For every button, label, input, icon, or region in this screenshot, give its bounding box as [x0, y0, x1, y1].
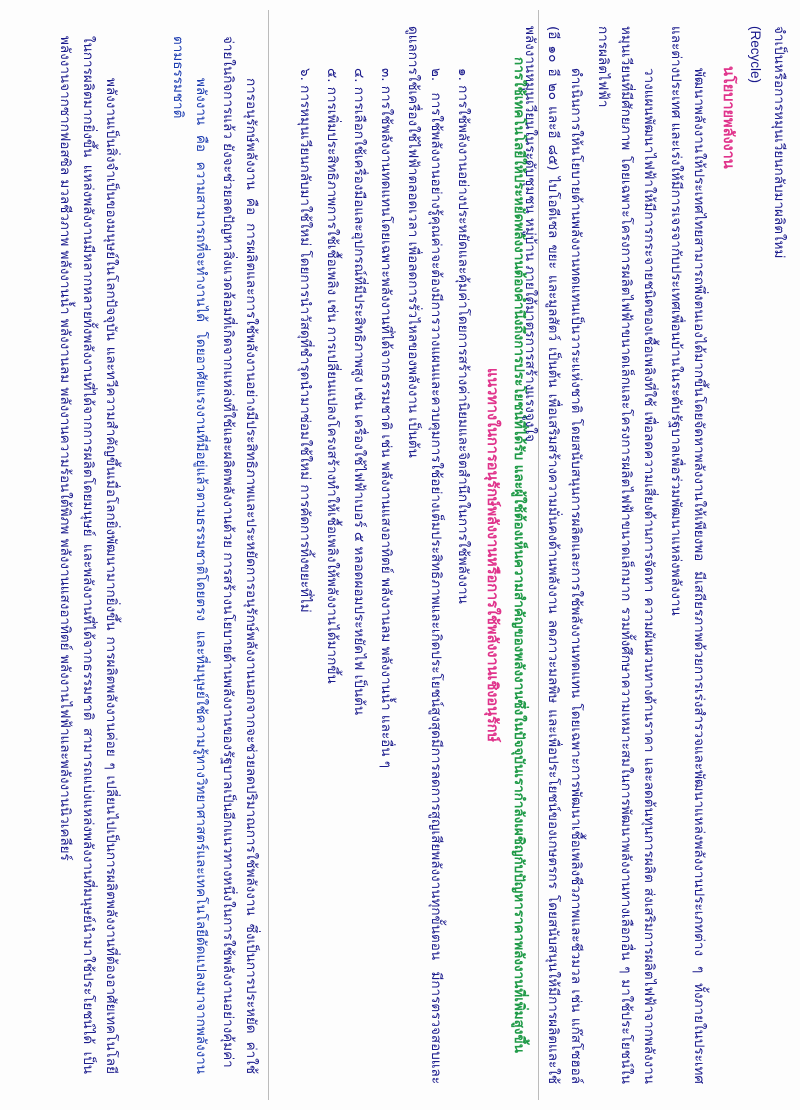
recycle-continuation-text: จำเป็นหรือการหมุนเวียนกลับมาผลิตใหม่ — [771, 26, 787, 259]
energy-policy-heading: นโยบายพลังงาน — [720, 66, 736, 169]
guideline-item-5: ๕. การเพิ่มประสิทธิภาพการใช้เชื้อเพลิง เช่น การเปลี่ยนแปลงโครงสร้างทำให้เชื้อเพลิงให้พลังงานได้มากขึ้น — [324, 68, 340, 684]
energy-sources-paragraph: พลังงานเป็นสิ่งจำเป็นของมนุษย์ในโลกปัจจุบัน และทวีความสำคัญขึ้นเมื่อโลกยิ่งพัฒนามากยิ่งขึ้น การผลิตพลังงานค่อย ๆ เปลี่ยนไปเป็นการผลิตพลังงานที่ต้องอาศัยเทคโนโลยีในการผลิตมากยิ่งขึ้น แหล่งพลังงานมีหลากหลายทั้งพลังงานที่ได้จากการผลิตโดยมนุษย์ และพลังงานที่ได้จากธรรมชาติ สามารถแบ่งแหล่งพลังงานที่มนุษย์นำมาใช้ประโยชน์ได้ เป็น พลังงานจากซากฟอสซิล มวลชีวภาพ พลังงานน้ำ พลังงานลม พลังงานความร้อนใต้พิภพ พลังงานแสงอาทิตย์ พลังงานไฟฟ้าและพลังงานนิวเคลียร์ — [57, 36, 119, 1074]
energy-conservation-paragraph: การอนุรักษ์พลังงาน คือ การผลิตและการใช้พลังงานอย่างมีประสิทธิภาพและประหยัดการอนุรักษ์พลังงานนอกจากจะช่วยลดปริมาณการใช้พลังงาน ซึ่งเป็นการประหยัด ค่าใช้จ่ายในกิจการแล้ว ยังจะช่วยลดปัญหาสิ่งแวดล้อมที่เกิดจากแหล่งที่ใช้และผลิตพลังงานด้วย การสร้างนโยบายด้านพลังงานของรัฐบาลเป็นอีกแนวทางหนึ่งในการใช้พลังงานอย่างคุ้มค่า — [220, 36, 259, 1074]
policy-paragraph-1: พัฒนาพลังงานให้ประเทศไทยสามารถพึ่งตนเองได้มากขึ้นโดยจัดหาพลังงานให้เพียงพอ มีเสถียรภาพด้วยการเร่งสำรวจและพัฒนาแหล่งพลังงานประเภทต่าง ๆ ทั้งภายในประเทศและต่างประเทศ และเร่งให้มีการเจรจากับประเทศเพื่อนบ้านในระดับรัฐบาลเพื่อร่วมพัฒนาแหล่งพลังงาน — [668, 26, 707, 1084]
guideline-item-4: ๔. การเลือกใช้เครื่องมือและอุปกรณ์ที่มีประสิทธิภาพสูง เช่น เครื่องใช้ไฟฟ้าเบอร์ ๕ หลอดผอมประหยัดไฟ เป็นต้น — [351, 68, 367, 716]
policy-paragraph-3: ดำเนินการให้นโยบายด้านพลังงานทดแทนเป็นวาระแห่งชาติ โดยสนับสนุนการผลิตและการใช้พลังงานทดแทน โดยเฉพาะการพัฒนาเชื้อเพลิงชีวภาพและชีวมวล เช่น แก๊สโซฮอล์ (อี ๑๐ อี ๒๐ และอี ๘๕) ไบโอดีเซล ขยะ และมูลสัตว์ เป็นต้น เพื่อเสริมสร้างความมั่นคงด้านพลังงาน ลดภาวะมลพิษ และเพื่อประโยชน์ของเกษตรกร โดยสนับสนุนให้มีการผลิตและใช้พลังงานหมุนเวียนในระดับชุมชน หมู่บ้าน ภายใต้มาตรการสร้างแรงจูงใจ — [522, 26, 584, 1084]
right-panel — [522, 20, 790, 1090]
guideline-item-6: ๖. การหมุนเวียนกลับมาใช้ใหม่ โดยการนำวัสดุที่ชำรุดนำมาซ่อมใช้ใหม่ การคัดการทิ้งขยะที่ไม่ — [297, 68, 313, 613]
left-panel — [12, 30, 262, 1080]
guideline-item-1: ๑. การใช้พลังงานอย่างประหยัดและคุ้มค่าโดยการสร้างค่านิยมและจิตสำนึกในการใช้พลังงาน — [455, 68, 471, 604]
column-fold-line-1 — [268, 10, 269, 1100]
energy-definition-paragraph: พลังงาน คือ ความสามารถที่จะทำงานได้ โดยอาศัยแรงงานที่มีอยู่แล้วตามธรรมชาติโดยตรง และที่มนุษย์ใช้ความรู้ทางวิทยาศาสตร์และเทคโนโลยีดัดแปลงมาจากพลังงานตามธรรมชาติ — [170, 36, 209, 1074]
middle-panel — [275, 20, 530, 1090]
policy-paragraph-2: วางแผนพัฒนาไฟฟ้าให้มีการกระจายชนิดของเชื้อเพลิงที่ใช้ เพื่อลดความเสี่ยงด้านการจัดหา ความผันผวนทางด้านราคา และลดต้นทุนการผลิต ส่งเสริมการผลิตไฟฟ้าจากพลังงานหมุนเวียนที่มีศักยภาพ โดยเฉพาะโครงการผลิตไฟฟ้าขนาดเล็กและโครงการผลิตไฟฟ้าขนาดเล็กมาก รวมทั้งศึกษาความเหมาะสมในการพัฒนาพลังงานทางเลือกอื่น ๆ มาใช้ประโยชน์ในการผลิตไฟฟ้า — [595, 26, 657, 1084]
guideline-item-3: ๓. การใช้พลังงานทดแทนโดยเฉพาะพลังงานที่ได้จากธรรมชาติ เช่น พลังงานแสงอาทิตย์ พลังงานลม พลังงานน้ำ และอื่น ๆ — [378, 68, 394, 768]
conservation-guidelines-heading: แนวทางในการอนุรักษ์พลังงานหรือการใช้พลังงานเชิงอนุรักษ์ — [484, 367, 500, 743]
recycle-english-label: (Recycle) — [748, 26, 763, 84]
guideline-item-2: ๒. การใช้พลังงานอย่างรู้คุณค่าจะต้องมีการวางแผนและควบคุมการใช้อย่างเต็มประสิทธิภาพและเกิดประโยชน์สูงสุดมีการลดการสูญเสียพลังงานทุกขั้นตอน มีการตรวจสอบและดูแลการใช้เครื่องใช้ไฟฟ้าตลอดเวลา เพื่อลดการรั่วไหลของพลังงาน เป็นต้น — [405, 26, 444, 1084]
technology-intro-paragraph: การใช้เทคโนโลยีให้ประหยัดพลังงานต้องคำนึงถึงการประโยชน์ที่ได้รับ และผู้ใช้ต้องเห็นความสำคัญของพลังงานซึ่งในปัจจุบันเรากำลังเผชิญกับปัญหาราคาพลังงานที่เพิ่มสูงขึ้น — [511, 57, 527, 1053]
recycle-continuation — [743, 26, 790, 1084]
